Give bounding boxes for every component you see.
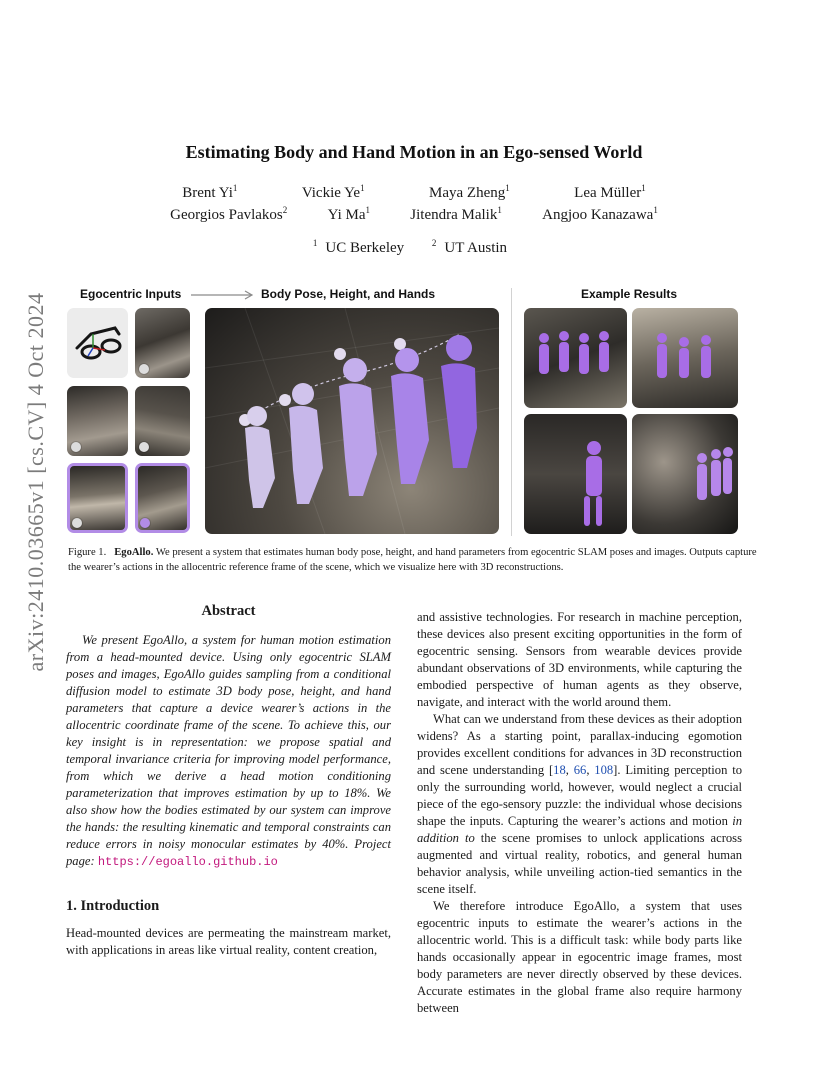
figure-heading-results: Example Results — [581, 287, 678, 301]
right-column — [417, 609, 742, 1017]
author: Lea Müller$^1$ — [574, 183, 646, 201]
egocentric-frame — [135, 386, 190, 456]
arxiv-stamp — [22, 292, 50, 672]
intro-paragraph: and assistive technologies. For research in machine perception, these devices also present exciting opportunities in the form of egocentric sensing. Sensors from wearable devices provide abundant observations of 3D environments, while capturing the embodied perspective of human agents as they observe, navigate, and interact with the world around them. — [417, 610, 742, 709]
egocentric-frame — [135, 463, 190, 533]
intro-heading: 1. Introduction — [66, 898, 160, 914]
body-figure — [339, 358, 377, 496]
author: Maya Zheng$^1$ — [429, 183, 510, 201]
intro-paragraph: Head-mounted devices are permeating the mainstream market, with applications in areas like virtual reality, content creation, — [66, 926, 391, 957]
figure-heading-inputs: Egocentric Inputs — [80, 287, 182, 301]
left-column — [66, 603, 391, 959]
body-figure — [441, 335, 477, 468]
figure-divider — [511, 288, 512, 536]
intro-paragraph: We therefore introduce EgoAllo, a system that uses egocentric inputs to estimate the wearer’s actions in the allocentric world. This is a difficult task: while body parts like hands occasionally appear in egocentric image frames, most body parameters are never directly observed by these devices. Accurate estimates in the global frame also require harmony between — [417, 899, 742, 1015]
body-sequence-illustration — [205, 308, 499, 534]
body-figure — [245, 406, 275, 508]
result-render — [524, 414, 627, 534]
affiliation: $^2$ UT Austin — [431, 238, 508, 256]
citation-link[interactable]: 18 — [553, 763, 566, 777]
glasses-icon — [67, 308, 128, 378]
egocentric-frame — [135, 308, 190, 378]
author: Brent Yi$^1$ — [182, 183, 238, 201]
egocentric-frame — [67, 463, 128, 533]
abstract-text: We present EgoAllo, a system for human motion estimation from a head-mounted device. Using only egocentric SLAM poses and images, EgoAllo guides sampling from a conditional diffusion model to estimate 3D body pose, height, and hand parameters that capture a device wearer’s actions in the allocentric coordinate frame of the scene. To achieve this, our key insight is in representation: we propose spatial and temporal invariance criteria for improving model performance, from which we derive a head motion conditioning parameterization that improves estimation by up to 18%. We also show how the bodies estimated by our system can improve the hands: the resulting kinematic and temporal constraints can reduce errors in noisy monocular estimates by 40%. Project page: https://egoallo.github.io — [66, 633, 391, 869]
author: Jitendra Malik$^1$ — [410, 205, 502, 223]
author: Angjoo Kanazawa$^1$ — [542, 205, 658, 223]
result-render — [632, 414, 738, 534]
caption-label: Figure 1. — [68, 547, 107, 558]
frame-marker — [140, 518, 150, 528]
paper-title: Estimating Body and Hand Motion in an Ego-sensed World — [185, 142, 643, 162]
figure-heading-body: Body Pose, Height, and Hands — [261, 287, 436, 301]
result-render — [524, 308, 627, 408]
frame-marker — [139, 442, 149, 452]
result-render — [632, 308, 738, 408]
author: Yi Ma$^1$ — [327, 205, 370, 223]
caption-text: We present a system that estimates human body pose, height, and hand parameters from egocentric SLAM poses and images. Outputs capture the wearer’s actions in the allocentric reference frame of the scene, which we visualize here with 3D reconstructions. — [68, 547, 757, 573]
abstract-heading: Abstract — [201, 603, 256, 619]
glasses-thumbnail — [67, 308, 128, 378]
affiliation: $^1$ UC Berkeley — [312, 238, 405, 256]
author-row-1 — [150, 185, 678, 202]
egocentric-frame — [67, 386, 128, 456]
frame-marker — [72, 518, 82, 528]
arxiv-id-text: arXiv:2410.03665v1 [cs.CV] 4 Oct 2024 — [23, 292, 48, 672]
arrow-icon — [189, 288, 257, 302]
caption-title: EgoAllo. — [114, 547, 154, 558]
citation-link[interactable]: 108 — [594, 763, 614, 777]
body-pose-render — [205, 308, 499, 534]
figure-caption — [68, 545, 763, 575]
author-row-2 — [150, 207, 678, 224]
intro-paragraph: What can we understand from these devices as their adoption widens? As a starting point, parallax-inducing egomotion provides excellent conditions for advances in 3D reconstruction and scene understanding [18, 66, 108]. Limiting perception to only the surrounding world, however, would neglect a crucial piece of the ego-sensory puzzle: the individual whose decisions shape the inputs. Capturing the wearer’s actions and motion in addition to the scene promises to unlock applications across augmented and virtual reality, robotics, and general human behavior analysis, while unveiling action-tied semantics in the scene itself. — [417, 712, 742, 896]
author: Vickie Ye$^1$ — [301, 183, 365, 201]
author: Georgios Pavlakos$^2$ — [170, 205, 288, 223]
citation-link[interactable]: 66 — [573, 763, 587, 777]
frame-marker — [71, 442, 81, 452]
body-figure — [391, 348, 429, 484]
affiliations — [0, 240, 828, 257]
body-figure — [289, 383, 323, 504]
project-link[interactable]: https://egoallo.github.io — [97, 855, 278, 869]
frame-marker — [139, 364, 149, 374]
